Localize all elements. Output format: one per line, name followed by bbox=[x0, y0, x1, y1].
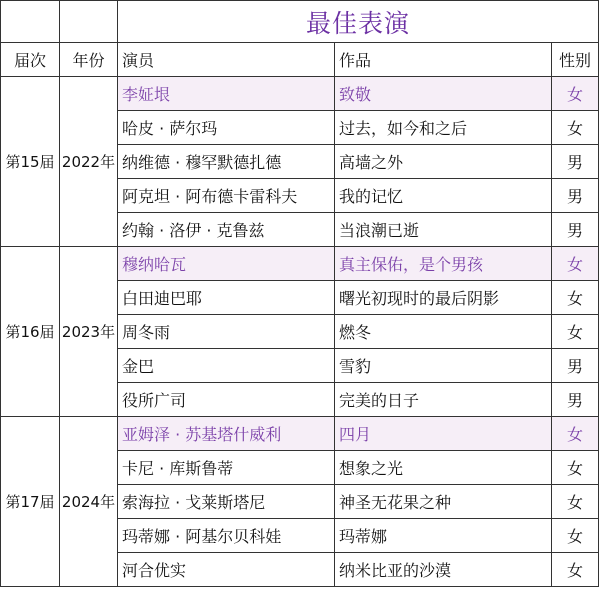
work-cell: 完美的日子 bbox=[335, 383, 552, 417]
header-actor: 演员 bbox=[118, 43, 335, 77]
header-year: 年份 bbox=[60, 43, 118, 77]
actor-cell: 亚姆泽 · 苏基塔什威利 bbox=[118, 417, 335, 451]
gender-cell: 女 bbox=[552, 247, 599, 281]
actor-cell: 河合优实 bbox=[118, 553, 335, 587]
year-cell: 2024年 bbox=[60, 417, 118, 587]
gender-cell: 女 bbox=[552, 553, 599, 587]
gender-cell: 男 bbox=[552, 179, 599, 213]
gender-cell: 女 bbox=[552, 485, 599, 519]
actor-cell: 约翰 · 洛伊 · 克鲁兹 bbox=[118, 213, 335, 247]
header-gender: 性别 bbox=[552, 43, 599, 77]
actor-cell: 周冬雨 bbox=[118, 315, 335, 349]
work-cell: 高墙之外 bbox=[335, 145, 552, 179]
work-cell: 曙光初现时的最后阴影 bbox=[335, 281, 552, 315]
actor-cell: 卡尼 · 库斯鲁蒂 bbox=[118, 451, 335, 485]
gender-cell: 女 bbox=[552, 111, 599, 145]
actor-cell: 白田迪巴耶 bbox=[118, 281, 335, 315]
actor-cell: 李姃垠 bbox=[118, 77, 335, 111]
work-cell: 致敬 bbox=[335, 77, 552, 111]
gender-cell: 女 bbox=[552, 519, 599, 553]
work-cell: 当浪潮已逝 bbox=[335, 213, 552, 247]
actor-cell: 索海拉 · 戈莱斯塔尼 bbox=[118, 485, 335, 519]
work-cell: 雪豹 bbox=[335, 349, 552, 383]
title-row bbox=[1, 1, 599, 43]
actor-cell: 玛蒂娜 · 阿基尔贝科娃 bbox=[118, 519, 335, 553]
gender-cell: 男 bbox=[552, 383, 599, 417]
edition-cell: 第17届 bbox=[1, 417, 60, 587]
year-cell: 2022年 bbox=[60, 77, 118, 247]
actor-cell: 纳维德 · 穆罕默德扎德 bbox=[118, 145, 335, 179]
table-row bbox=[1, 417, 599, 451]
actor-cell: 哈皮 · 萨尔玛 bbox=[118, 111, 335, 145]
work-cell: 燃冬 bbox=[335, 315, 552, 349]
gender-cell: 女 bbox=[552, 315, 599, 349]
table-row bbox=[1, 77, 599, 111]
edition-cell: 第16届 bbox=[1, 247, 60, 417]
table-body bbox=[1, 77, 599, 587]
header-row bbox=[1, 43, 599, 77]
work-cell: 神圣无花果之种 bbox=[335, 485, 552, 519]
work-cell: 玛蒂娜 bbox=[335, 519, 552, 553]
gender-cell: 女 bbox=[552, 451, 599, 485]
gender-cell: 男 bbox=[552, 349, 599, 383]
actor-cell: 阿克坦 · 阿布德卡雷科夫 bbox=[118, 179, 335, 213]
gender-cell: 女 bbox=[552, 77, 599, 111]
table-title: 最佳表演 bbox=[118, 1, 599, 43]
actor-cell: 金巴 bbox=[118, 349, 335, 383]
gender-cell: 女 bbox=[552, 281, 599, 315]
gender-cell: 女 bbox=[552, 417, 599, 451]
corner-cell-year bbox=[60, 1, 118, 43]
work-cell: 我的记忆 bbox=[335, 179, 552, 213]
work-cell: 四月 bbox=[335, 417, 552, 451]
year-cell: 2023年 bbox=[60, 247, 118, 417]
work-cell: 过去，如今和之后 bbox=[335, 111, 552, 145]
table-row bbox=[1, 247, 599, 281]
edition-cell: 第15届 bbox=[1, 77, 60, 247]
header-edition: 届次 bbox=[1, 43, 60, 77]
corner-cell-edition bbox=[1, 1, 60, 43]
work-cell: 真主保佑，是个男孩 bbox=[335, 247, 552, 281]
work-cell: 想象之光 bbox=[335, 451, 552, 485]
gender-cell: 男 bbox=[552, 145, 599, 179]
header-work: 作品 bbox=[335, 43, 552, 77]
actor-cell: 穆纳哈瓦 bbox=[118, 247, 335, 281]
actor-cell: 役所广司 bbox=[118, 383, 335, 417]
gender-cell: 男 bbox=[552, 213, 599, 247]
work-cell: 纳米比亚的沙漠 bbox=[335, 553, 552, 587]
